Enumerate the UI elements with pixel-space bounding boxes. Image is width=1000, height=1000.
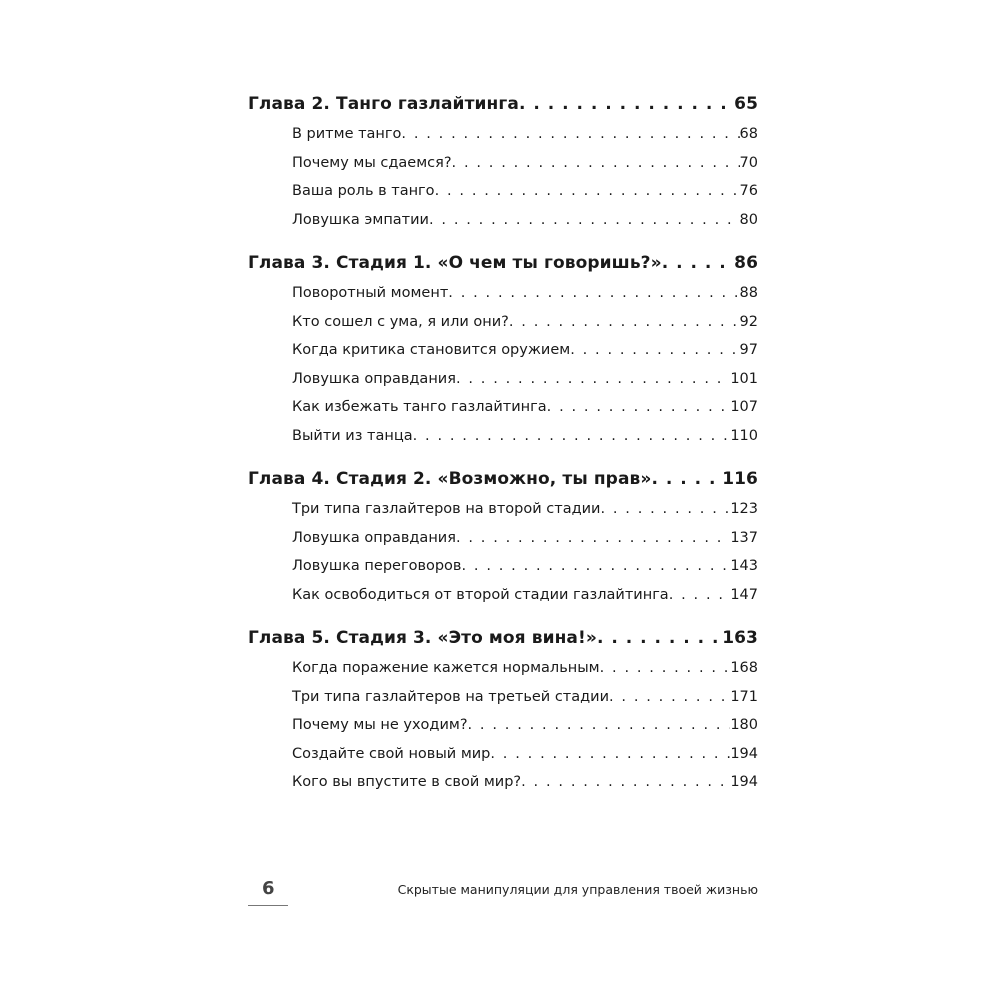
section-title: Почему мы не уходим? <box>292 717 468 733</box>
chapter-page-number: 65 <box>734 94 758 114</box>
section-title: Кого вы впустите в свой мир? <box>292 774 522 790</box>
section-page-number: 171 <box>730 688 758 705</box>
section-page-number: 88 <box>739 285 758 301</box>
section-page-number: 123 <box>730 501 758 517</box>
chapter-title: Глава 4. Стадия 2. «Возможно, ты прав» <box>248 469 652 489</box>
page-number: 6 <box>262 878 275 899</box>
dot-leader <box>662 247 734 279</box>
section-title: Ловушка переговоров <box>292 558 462 574</box>
section-title: Кто сошел с ума, я или они? <box>292 313 509 330</box>
section-title: Как освободиться от второй стадии газлайтинга <box>292 586 669 603</box>
section-page-number: 80 <box>739 211 758 228</box>
chapter-page-number: 163 <box>722 628 758 648</box>
section-entry <box>248 654 758 683</box>
section-entry <box>248 149 758 178</box>
chapter-page-number: 116 <box>722 469 758 489</box>
section-page-number: 194 <box>730 745 758 762</box>
section-page-number: 68 <box>739 126 758 142</box>
chapter-title: Глава 3. Стадия 1. «О чем ты говоришь?» <box>248 253 662 273</box>
dot-leader <box>456 365 730 394</box>
dot-leader <box>429 206 740 235</box>
section-title: Когда поражение кажется нормальным <box>292 660 600 676</box>
dot-leader <box>490 740 730 769</box>
section-title: Ваша роль в танго <box>292 183 435 199</box>
section-title: Почему мы сдаемся? <box>292 154 452 171</box>
chapter-title: Глава 2. Танго газлайтинга <box>248 94 519 114</box>
section-entry <box>248 308 758 337</box>
dot-leader <box>597 622 722 654</box>
section-page-number: 137 <box>730 529 758 546</box>
chapter-entry <box>248 622 758 654</box>
page-number-rule <box>248 905 288 906</box>
section-title: Когда критика становится оружием <box>292 342 571 358</box>
section-entry <box>248 711 758 740</box>
section-entry <box>248 495 758 524</box>
section-page-number: 76 <box>739 183 758 199</box>
dot-leader <box>413 422 731 451</box>
section-entry <box>248 683 758 712</box>
section-page-number: 168 <box>730 660 758 676</box>
section-entry <box>248 524 758 553</box>
dot-leader <box>570 336 739 365</box>
section-entry <box>248 581 758 610</box>
chapter-page-number: 86 <box>734 253 758 273</box>
section-entry <box>248 365 758 394</box>
dot-leader <box>468 711 731 740</box>
running-head: Скрытые манипуляции для управления твоей жизнью <box>397 882 758 897</box>
section-page-number: 92 <box>739 313 758 330</box>
section-title: Создайте свой новый мир <box>292 745 491 762</box>
chapter-entry <box>248 463 758 495</box>
section-title: Как избежать танго газлайтинга <box>292 399 547 415</box>
dot-leader <box>600 654 731 683</box>
section-title: Ловушка оправдания <box>292 529 456 546</box>
chapter-title: Глава 5. Стадия 3. «Это моя вина!» <box>248 628 597 648</box>
dot-leader <box>452 149 740 178</box>
section-page-number: 107 <box>730 399 758 415</box>
section-title: Три типа газлайтеров на второй стадии <box>292 501 601 517</box>
toc-chapter <box>248 88 758 234</box>
section-page-number: 101 <box>730 370 758 387</box>
section-entry <box>248 206 758 235</box>
section-entry <box>248 393 758 422</box>
dot-leader <box>401 120 739 149</box>
section-page-number: 194 <box>730 774 758 790</box>
dot-leader <box>669 581 731 610</box>
section-title: Поворотный момент <box>292 285 449 301</box>
section-entry <box>248 422 758 451</box>
dot-leader <box>509 308 740 337</box>
section-title: Ловушка эмпатии <box>292 211 429 228</box>
section-page-number: 147 <box>730 586 758 603</box>
chapter-entry <box>248 88 758 120</box>
section-page-number: 70 <box>739 154 758 171</box>
dot-leader <box>448 279 739 308</box>
section-title: Выйти из танца <box>292 427 413 444</box>
dot-leader <box>547 393 731 422</box>
section-entry <box>248 336 758 365</box>
table-of-contents <box>248 88 758 810</box>
section-page-number: 180 <box>730 717 758 733</box>
section-title: Ловушка оправдания <box>292 370 456 387</box>
section-entry <box>248 552 758 581</box>
toc-chapter <box>248 247 758 450</box>
section-page-number: 110 <box>730 427 758 444</box>
section-page-number: 143 <box>730 558 758 574</box>
section-entry <box>248 768 758 797</box>
section-title: Три типа газлайтеров на третьей стадии <box>292 688 609 705</box>
dot-leader <box>519 88 734 120</box>
toc-chapter <box>248 622 758 797</box>
dot-leader <box>456 524 730 553</box>
dot-leader <box>521 768 730 797</box>
chapter-entry <box>248 247 758 279</box>
dot-leader <box>600 495 730 524</box>
dot-leader <box>435 177 740 206</box>
section-title: В ритме танго <box>292 126 402 142</box>
section-page-number: 97 <box>739 342 758 358</box>
dot-leader <box>461 552 730 581</box>
section-entry <box>248 120 758 149</box>
section-entry <box>248 740 758 769</box>
toc-chapter <box>248 463 758 609</box>
section-entry <box>248 177 758 206</box>
section-entry <box>248 279 758 308</box>
page-footer <box>248 878 758 908</box>
dot-leader <box>651 463 722 495</box>
dot-leader <box>609 683 730 712</box>
